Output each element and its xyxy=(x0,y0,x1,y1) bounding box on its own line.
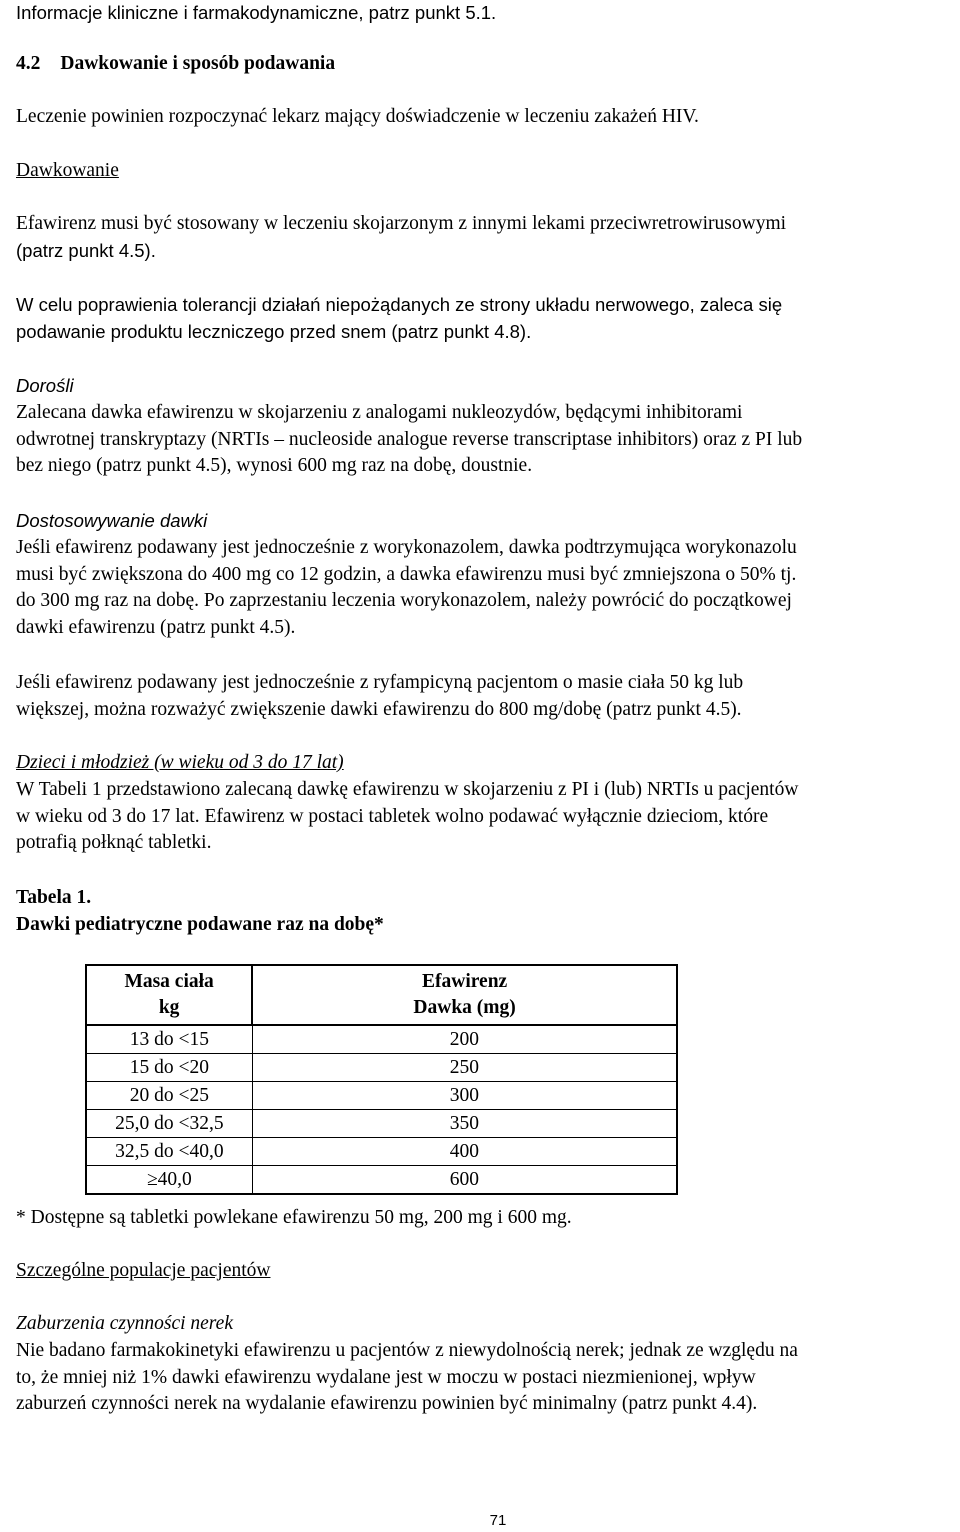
table-row xyxy=(86,1025,677,1054)
para-combo-line: Efawirenz musi być stosowany w leczeniu skojarzonym z innymi lekami przeciwretrowirusowymi xyxy=(16,213,787,234)
para-renal xyxy=(16,1338,960,1418)
section-heading xyxy=(16,51,960,78)
para-tolerance xyxy=(16,292,960,345)
page-number: 71 xyxy=(489,1512,507,1529)
para-vori-line: dawki efawirenzu (patrz punkt 4.5). xyxy=(16,616,296,638)
table-caption: Dawki pediatryczne podawane raz na dobę* xyxy=(16,913,384,935)
adjust-heading: Dostosowywanie dawki xyxy=(16,510,208,531)
intro-line: Informacje kliniczne i farmakodynamiczne, patrz punkt 5.1. xyxy=(16,2,497,23)
para-start: Leczenie powinien rozpoczynać lekarz mający doświadczenie w leczeniu zakażeń HIV. xyxy=(16,106,699,127)
adults-heading: Dorośli xyxy=(16,375,74,396)
para-renal-line: to, że mniej niż 1% dawki efawirenzu wydalane jest w moczu w postaci niezmienionej, wpływ xyxy=(16,1366,756,1388)
para-children xyxy=(16,777,960,857)
table-footnote: * Dostępne są tabletki powlekane efawirenzu 50 mg, 200 mg i 600 mg. xyxy=(16,1207,572,1228)
table-label-block xyxy=(16,885,960,938)
para-children-line: W Tabeli 1 przedstawiono zalecaną dawkę efawirenzu w skojarzeniu z PI i (lub) NRTIs u pacjentów xyxy=(16,779,799,800)
header-mass xyxy=(86,965,252,1025)
header-dose xyxy=(252,965,677,1025)
table-cell-mass: 13 do <15 xyxy=(86,1025,252,1054)
para-adults xyxy=(16,400,960,480)
dosing-table xyxy=(85,964,678,1195)
para-adults-line: odwrotnej transkryptazy (NRTIs – nucleoside analogue reverse transcriptase inhibitors) oraz z PI lub xyxy=(16,428,803,450)
table-cell-dose: 200 xyxy=(252,1025,677,1054)
header-mass-line: Masa ciała xyxy=(124,971,214,992)
table-row xyxy=(86,1166,677,1195)
para-adults-line: Zalecana dawka efawirenzu w skojarzeniu z analogami nukleozydów, będącymi inhibitorami xyxy=(16,402,743,423)
para-children-line: potrafią połknąć tabletki. xyxy=(16,832,212,853)
dosing-heading: Dawkowanie xyxy=(16,160,119,181)
para-vori-line: musi być zwiększona do 400 mg co 12 godzin, a dawka efawirenzu musi być zmniejszona o 50% tj. xyxy=(16,563,797,585)
table-label: Tabela 1. xyxy=(16,887,92,908)
renal-heading: Zaburzenia czynności nerek xyxy=(16,1313,233,1334)
para-rif xyxy=(16,670,960,723)
table-cell-mass: 20 do <25 xyxy=(86,1082,252,1110)
section-number: 4.2 xyxy=(16,53,41,74)
table-cell-mass: 25,0 do <32,5 xyxy=(86,1110,252,1138)
para-children-line: w wieku od 3 do 17 lat. Efawirenz w postaci tabletek wolno podawać wyłącznie dzieciom, które xyxy=(16,805,769,827)
para-renal-line: Nie badano farmakokinetyki efawirenzu u pacjentów z niewydolnością nerek; jednak ze względu na xyxy=(16,1340,798,1361)
header-dose-line: Efawirenz xyxy=(422,971,508,992)
para-vori-line: do 300 mg raz na dobę. Po zaprzestaniu leczenia worykonazolem, należy powrócić do początkowej xyxy=(16,590,792,611)
para-adults-line: bez niego (patrz punkt 4.5), wynosi 600 mg raz na dobę, doustnie. xyxy=(16,455,533,476)
table-row xyxy=(86,1054,677,1082)
table-cell-dose: 250 xyxy=(252,1054,677,1082)
table-cell-mass: 32,5 do <40,0 xyxy=(86,1138,252,1166)
special-heading: Szczególne populacje pacjentów xyxy=(16,1260,271,1281)
table-header-row xyxy=(86,965,677,1025)
table-cell-dose: 600 xyxy=(252,1166,677,1195)
para-combo-line: (patrz punkt 4.5). xyxy=(16,239,156,261)
para-rif-line: większej, można rozważyć zwiększenie dawki efawirenzu do 800 mg/dobę (patrz punkt 4.5). xyxy=(16,698,742,720)
header-dose-line: Dawka (mg) xyxy=(413,997,516,1018)
header-mass-line: kg xyxy=(158,997,180,1018)
table-row xyxy=(86,1082,677,1110)
para-tolerance-line: W celu poprawienia tolerancji działań niepożądanych ze strony układu nerwowego, zaleca się xyxy=(16,294,783,315)
table-cell-mass: 15 do <20 xyxy=(86,1054,252,1082)
para-rif-line: Jeśli efawirenz podawany jest jednocześnie z ryfampicyną pacjentom o masie ciała 50 kg lub xyxy=(16,672,744,693)
para-combo xyxy=(16,211,960,264)
table-cell-dose: 350 xyxy=(252,1110,677,1138)
table-row xyxy=(86,1110,677,1138)
table-cell-dose: 300 xyxy=(252,1082,677,1110)
table-cell-mass: ≥40,0 xyxy=(86,1166,252,1195)
table-cell-dose: 400 xyxy=(252,1138,677,1166)
para-vori xyxy=(16,535,960,641)
para-renal-line: zaburzeń czynności nerek na wydalanie efawirenzu powinien być minimalny (patrz punkt 4.4). xyxy=(16,1393,758,1414)
para-tolerance-line: podawanie produktu leczniczego przed snem (patrz punkt 4.8). xyxy=(16,320,532,342)
section-title: Dawkowanie i sposób podawania xyxy=(60,53,336,74)
para-vori-line: Jeśli efawirenz podawany jest jednocześnie z worykonazolem, dawka podtrzymująca worykonazolu xyxy=(16,537,797,558)
table-row xyxy=(86,1138,677,1166)
children-heading: Dzieci i młodzież (w wieku od 3 do 17 lat) xyxy=(16,752,344,773)
